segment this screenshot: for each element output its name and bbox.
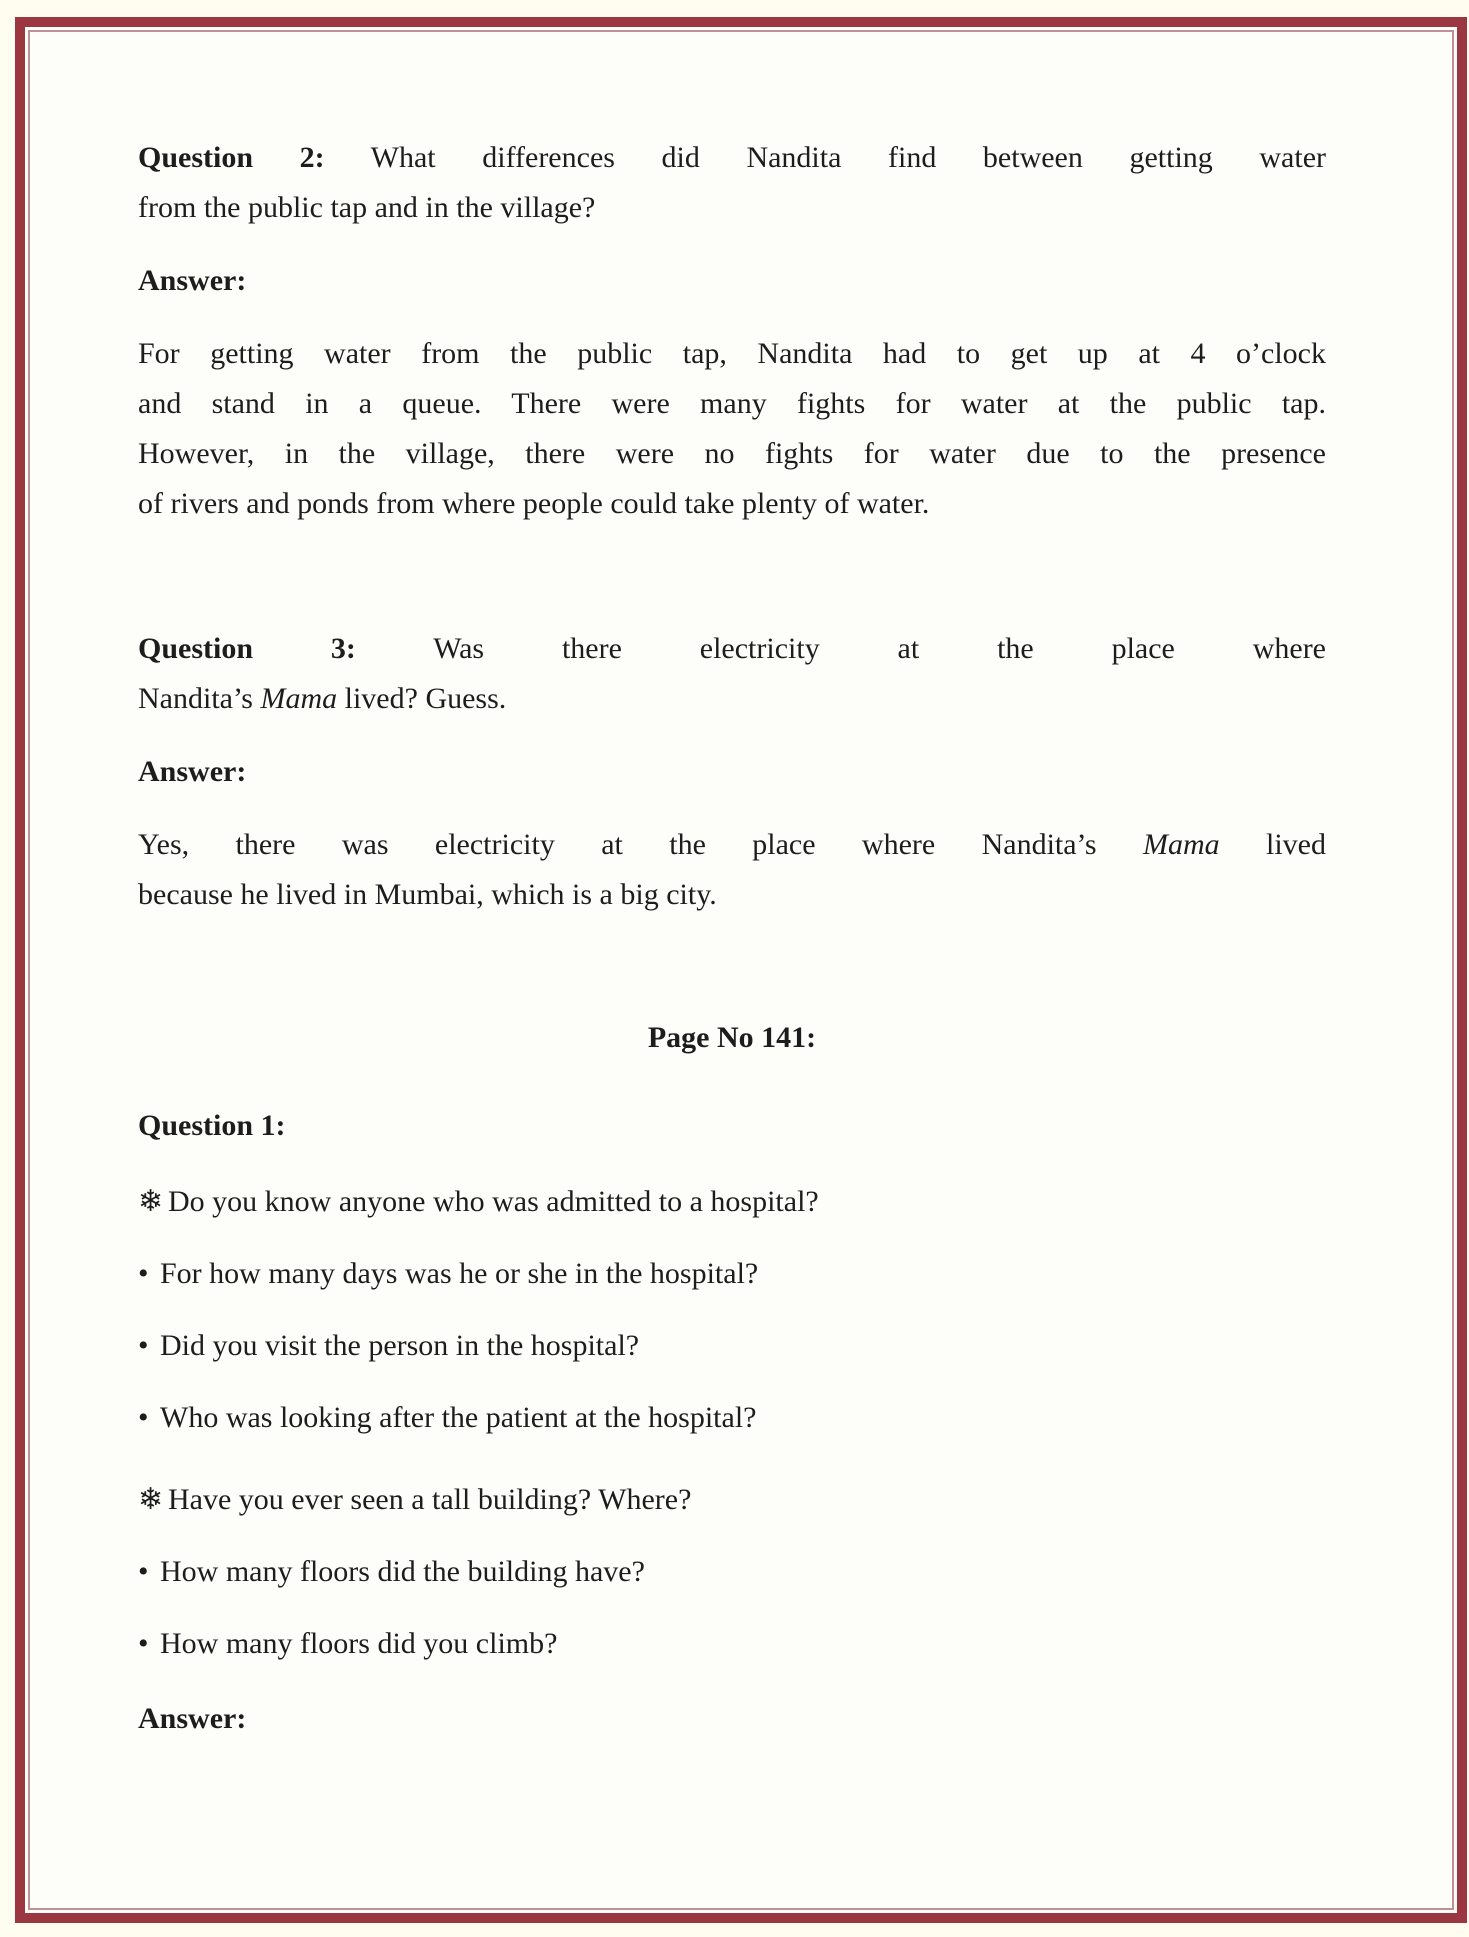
question-2-text-1: What differences did Nandita find between getting water xyxy=(370,141,1326,174)
list-item-text: How many floors did the building have? xyxy=(160,1555,645,1588)
question-2-block xyxy=(138,133,1326,233)
page-border-outer xyxy=(15,17,1467,1923)
answer-label-2: Answer: xyxy=(138,755,247,788)
list-item-text: Do you know anyone who was admitted to a hospital? xyxy=(168,1185,819,1218)
list-item xyxy=(138,1321,1326,1371)
list-item-text: Have you ever seen a tall building? Where? xyxy=(168,1483,692,1516)
answer-2-paragraph xyxy=(138,329,1326,529)
list-item xyxy=(138,1547,1326,1597)
list-item xyxy=(138,1619,1326,1669)
answer-3-text-2: lived xyxy=(1219,828,1326,861)
list-item-text: Who was looking after the patient at the hospital? xyxy=(160,1401,757,1434)
bullet-icon: • xyxy=(138,1555,149,1588)
bullet-icon: • xyxy=(138,1401,149,1434)
question-1-label: Question 1: xyxy=(138,1109,286,1142)
list-item xyxy=(138,1249,1326,1299)
bullet-icon: • xyxy=(138,1257,149,1290)
question-2-line-2: from the public tap and in the village? xyxy=(138,191,596,224)
page-border-inner xyxy=(28,30,1454,1910)
bullet-icon: • xyxy=(138,1329,149,1362)
answer-label-3: Answer: xyxy=(138,1702,247,1735)
answer-3-line-1 xyxy=(138,820,1326,870)
page-number-heading: Page No 141: xyxy=(647,1021,817,1054)
answer-3-text-1: Yes, there was electricity at the place where Nandita’s xyxy=(138,828,1097,861)
question-3-text-3: lived? Guess. xyxy=(337,682,507,715)
question-1-checklist xyxy=(138,1177,1326,1669)
question-2-line-1 xyxy=(138,133,1326,183)
list-item-text: How many floors did you climb? xyxy=(160,1627,558,1660)
question-3-block xyxy=(138,624,1326,724)
snowflake-icon: ❄ xyxy=(138,1185,164,1218)
answer-2-line-2: and stand in a queue. There were many fights for water at the public tap. xyxy=(138,387,1326,420)
question-2-label: Question 2: xyxy=(138,141,325,174)
question-3-line-2 xyxy=(138,674,1326,724)
list-item-text: For how many days was he or she in the hospital? xyxy=(160,1257,759,1290)
answer-2-line-1: For getting water from the public tap, Nandita had to get up at 4 o’clock xyxy=(138,337,1326,370)
answer-3-paragraph xyxy=(138,820,1326,920)
question-3-italic-word: Mama xyxy=(260,682,338,715)
list-item xyxy=(138,1475,1326,1525)
answer-3-italic-word: Mama xyxy=(1142,828,1220,861)
question-3-label: Question 3: xyxy=(138,632,356,665)
answer-3-line-2: because he lived in Mumbai, which is a big city. xyxy=(138,878,717,911)
list-item xyxy=(138,1393,1326,1443)
question-3-text-2: Nandita’s xyxy=(138,682,253,715)
snowflake-icon: ❄ xyxy=(138,1483,164,1516)
list-item-text: Did you visit the person in the hospital? xyxy=(160,1329,640,1362)
question-3-text-1: Was there electricity at the place where xyxy=(433,632,1327,665)
answer-2-line-4: of rivers and ponds from where people could take plenty of water. xyxy=(138,487,930,520)
list-item xyxy=(138,1177,1326,1227)
bullet-icon: • xyxy=(138,1627,149,1660)
answer-2-line-3: However, in the village, there were no fights for water due to the presence xyxy=(138,437,1326,470)
answer-label-1: Answer: xyxy=(138,264,247,297)
question-3-line-1 xyxy=(138,624,1326,674)
